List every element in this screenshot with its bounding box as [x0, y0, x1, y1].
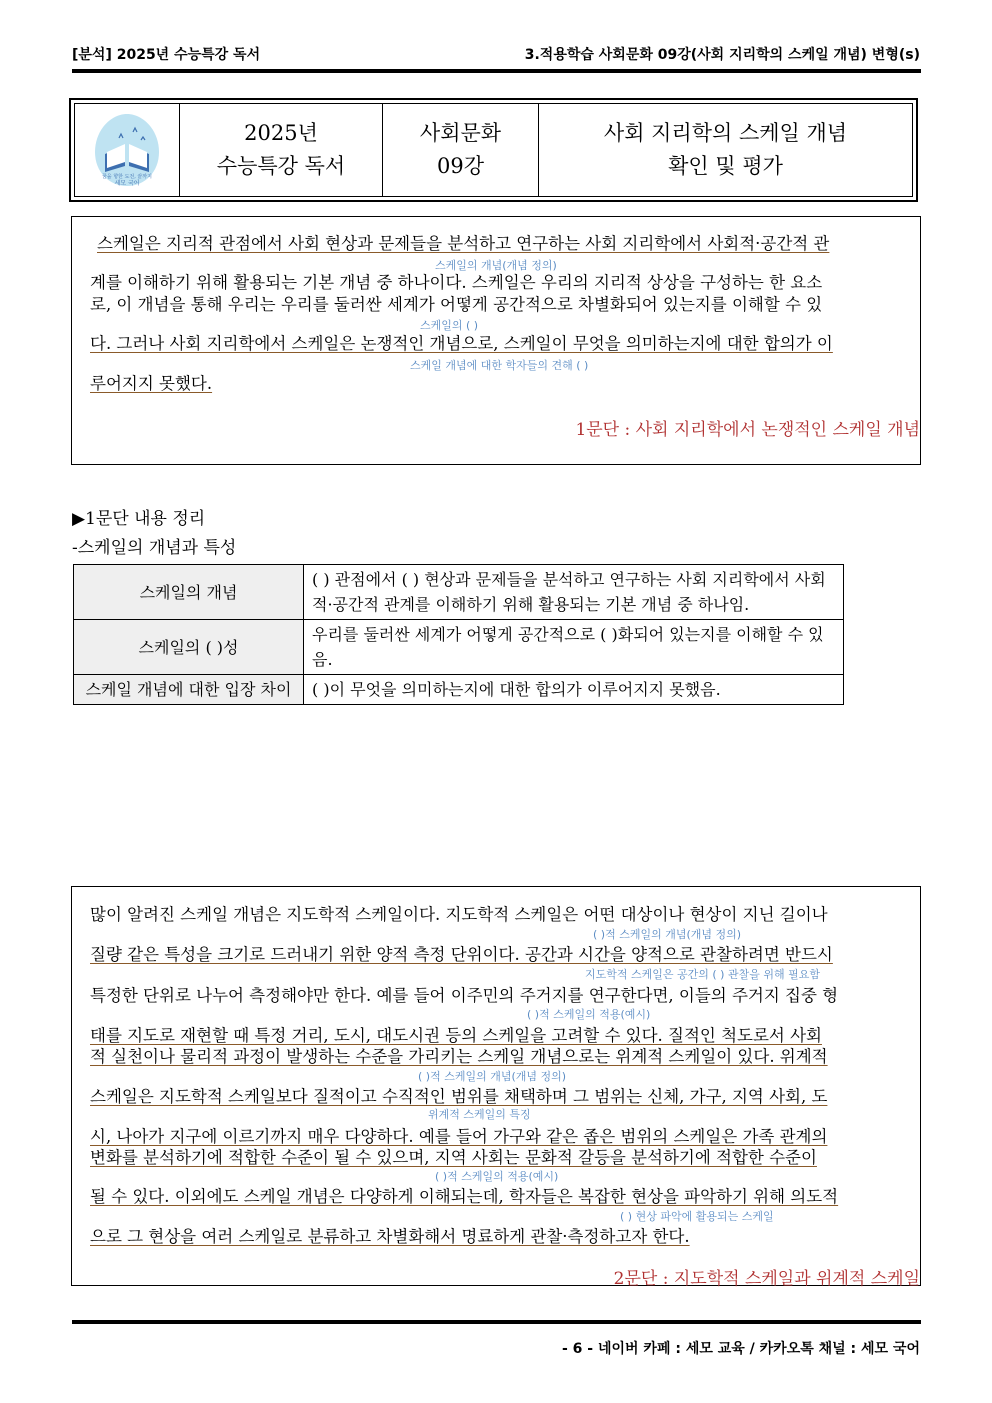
p1-annotation: 스케일의 개념(개념 정의)	[435, 259, 557, 272]
p1-line: 루어지지 못했다.	[90, 374, 213, 393]
summary-table	[73, 564, 844, 705]
header-right: 3.적용학습 사회문화 09강(사회 지리학의 스케일 개념) 변형(s)	[524, 47, 920, 63]
p2-annotation: ( ) 현상 파악에 활용되는 스케일	[620, 1210, 774, 1223]
svg-text:세모 국어: 세모 국어	[114, 180, 140, 187]
table-row	[74, 675, 844, 705]
table-value: ( ) 관점에서 ( ) 현상과 문제들을 분석하고 연구하는 사회 지리학에서 사회적·공간적 관계를 이해하기 위해 활용되는 기본 개념 중 하나임.	[304, 565, 844, 620]
p2-line: 적 실천이나 물리적 과정이 발생하는 수준을 가리키는 스케일 개념으로는 위계적 스케일이 있다. 위계적	[90, 1047, 828, 1066]
p2-annotation: 지도학적 스케일은 공간의 ( ) 관찰을 위해 필요함	[585, 968, 820, 981]
p2-line: 특정한 단위로 나누어 측정해야만 한다. 예를 들어 이주민의 주거지를 연구한다면, 이들의 주거지 집중 형	[90, 986, 839, 1005]
p2-line: 시, 나아가 지구에 이르기까지 매우 다양하다. 예를 들어 가구와 같은 좁은 범위의 스케일은 가족 관계의	[90, 1127, 828, 1146]
logo	[75, 104, 180, 196]
top-rule	[72, 69, 921, 73]
title-col-book: 2025년 수능특강 독서	[180, 104, 383, 196]
p1-line: 다. 그러나 사회 지리학에서 스케일은 논쟁적인 개념으로, 스케일이 무엇을 의미하는지에 대한 합의가 이	[90, 334, 833, 353]
table-value: 우리를 둘러싼 세계가 어떻게 공간적으로 ( )화되어 있는지를 이해할 수 있음.	[304, 620, 844, 675]
table-key: 스케일의 개념	[74, 565, 304, 620]
svg-text:꿈을 향한 도전, 끝까지: 꿈을 향한 도전, 끝까지	[102, 174, 152, 180]
p1-summary: 1문단 : 사회 지리학에서 논쟁적인 스케일 개념	[575, 420, 920, 440]
p2-annotation: 위계적 스케일의 특징	[428, 1108, 531, 1121]
p2-line: 태를 지도로 재현할 때 특정 거리, 도시, 대도시권 등의 스케일을 고려할 수 있다. 질적인 척도로서 사회	[90, 1026, 822, 1045]
p2-annotation: ( )적 스케일의 적용(예시)	[435, 1170, 559, 1183]
title-box	[69, 98, 918, 202]
p1-line: 계를 이해하기 위해 활용되는 기본 개념 중 하나이다. 스케일은 우리의 지리적 상상을 구성하는 한 요소	[90, 273, 823, 292]
p2-line: 될 수 있다. 이외에도 스케일 개념은 다양하게 이해되는데, 학자들은 복잡한 현상을 파악하기 위해 의도적	[90, 1187, 839, 1206]
header-left: [분석] 2025년 수능특강 독서	[72, 47, 261, 63]
p2-summary: 2문단 : 지도학적 스케일과 위계적 스케일	[613, 1269, 920, 1289]
bottom-rule	[72, 1320, 921, 1324]
footer: - 6 - 네이버 카페 : 세모 교육 / 카카오톡 채널 : 세모 국어	[562, 1341, 920, 1357]
p2-line: 질량 같은 특성을 크기로 드러내기 위한 양적 측정 단위이다. 공간과 시간을 양적으로 관찰하려면 반드시	[90, 945, 833, 964]
p1-line: 스케일은 지리적 관점에서 사회 현상과 문제들을 분석하고 연구하는 사회 지리학에서 사회적·공간적 관	[97, 234, 830, 253]
book-logo-icon	[89, 110, 165, 190]
p2-annotation: ( )적 스케일의 개념(개념 정의)	[593, 928, 742, 941]
p2-line: 많이 알려진 스케일 개념은 지도학적 스케일이다. 지도학적 스케일은 어떤 대상이나 현상이 지닌 길이나	[90, 905, 828, 924]
title-col-topic: 사회 지리학의 스케일 개념 확인 및 평가	[603, 121, 848, 178]
section-heading: ▶1문단 내용 정리	[72, 509, 206, 529]
p2-line: 으로 그 현상을 여러 스케일로 분류하고 차별화해서 명료하게 관찰·측정하고자 한다.	[90, 1227, 690, 1246]
p2-annotation: ( )적 스케일의 적용(예시)	[527, 1008, 651, 1021]
table-key: 스케일 개념에 대한 입장 차이	[74, 675, 304, 705]
p1-annotation: 스케일의 ( )	[420, 319, 479, 332]
title-col-subject: 사회문화 09강	[383, 104, 539, 196]
p2-annotation: ( )적 스케일의 개념(개념 정의)	[418, 1070, 567, 1083]
p1-annotation: 스케일 개념에 대한 학자들의 견해 ( )	[410, 359, 589, 372]
p2-line: 변화를 분석하기에 적합한 수준이 될 수 있으며, 지역 사회는 문화적 갈등을 분석하기에 적합한 수준이	[90, 1148, 817, 1167]
table-row	[74, 565, 844, 620]
section-subheading: -스케일의 개념과 특성	[72, 538, 237, 558]
p2-line: 스케일은 지도학적 스케일보다 질적이고 수직적인 범위를 채택하며 그 범위는 신체, 가구, 지역 사회, 도	[90, 1087, 828, 1106]
p1-line: 로, 이 개념을 통해 우리는 우리를 둘러싼 세계가 어떻게 공간적으로 차별화되어 있는지를 이해할 수 있	[90, 295, 823, 314]
table-key: 스케일의 ( )성	[74, 620, 304, 675]
table-value: ( )이 무엇을 의미하는지에 대한 합의가 이루어지지 못했음.	[304, 675, 844, 705]
table-row	[74, 620, 844, 675]
